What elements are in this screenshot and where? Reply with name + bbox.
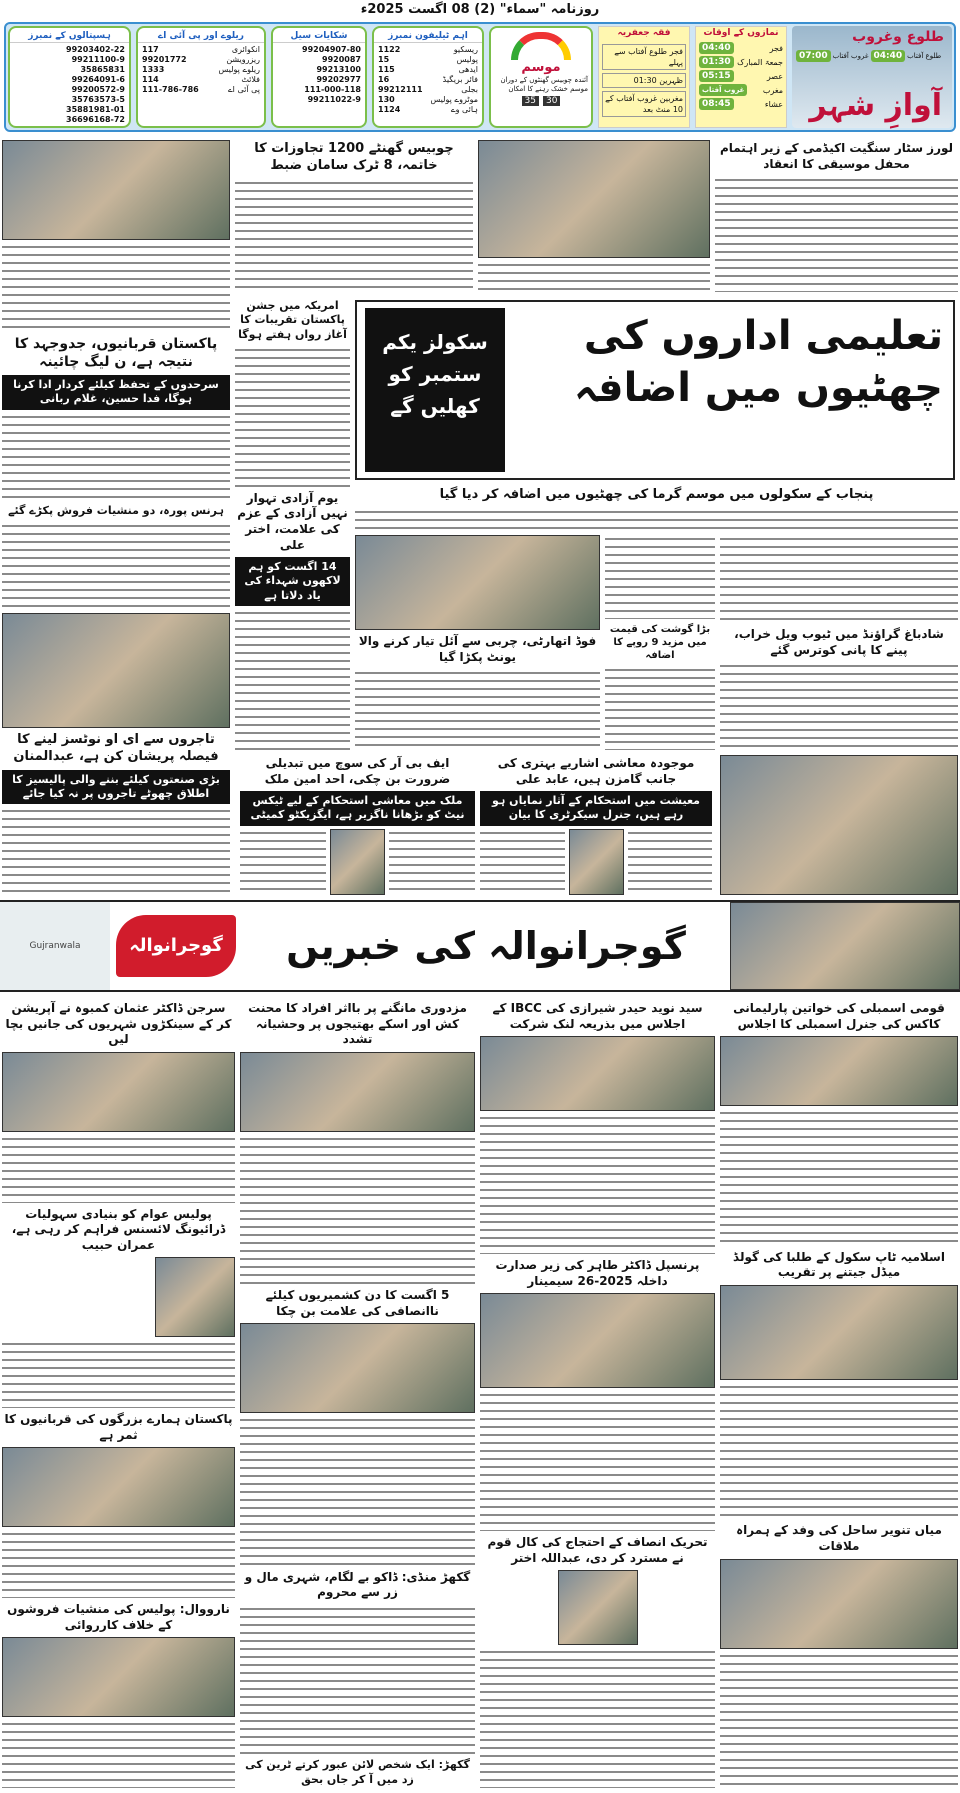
hospital-number: 35881981-01 bbox=[66, 105, 125, 114]
phone-name: ریسکیو bbox=[453, 45, 478, 54]
headline: اسلامیہ ٹاپ سکول کے طلبا کی گولڈ میڈل جیتنے پر تقریب bbox=[733, 1249, 945, 1280]
rail-number: 1333 bbox=[142, 65, 165, 74]
prayer-time: 04:40 bbox=[699, 42, 734, 54]
headline: گکھڑ منڈی: ڈاکو بے لگام، شہری مال و زر سے محروم bbox=[244, 1569, 471, 1600]
phone-name: ایدھی bbox=[458, 65, 478, 74]
article-text bbox=[720, 535, 958, 623]
article-text bbox=[235, 179, 473, 292]
headline: قومی اسمبلی کی خواتین پارلیمانی کاکس کی جنرل اسمبلی کا اجلاس bbox=[733, 1001, 945, 1031]
prayer-time: 01:30 bbox=[699, 56, 734, 68]
subheadline: ملک میں معاشی استحکام کے لیے ٹیکس نیٹ کو بڑھانا ناگزیر ہے، ایگزیکٹو کمیٹی bbox=[240, 791, 475, 826]
bottom-column-1 bbox=[720, 1000, 958, 1788]
article-text bbox=[720, 662, 958, 750]
main-side-headline: سکولز یکم ستمبر کو کھلیں گے bbox=[365, 308, 505, 472]
subheadline: سرحدوں کے تحفظ کیلئے کردار ادا کرنا ہوگا، فدا حسین، غلام ربانی bbox=[2, 375, 230, 410]
news-photo bbox=[2, 140, 230, 240]
fiqh-item: ظہرین 01:30 bbox=[602, 73, 686, 88]
narrow-column bbox=[235, 298, 350, 750]
news-photo bbox=[2, 1447, 235, 1527]
max-temp: 35 bbox=[522, 96, 539, 106]
article-text bbox=[2, 1720, 235, 1788]
hospitals-title: ہسپتالوں کے نمبرز bbox=[10, 30, 129, 43]
rail-name: پی آئی اے bbox=[227, 85, 260, 94]
headline: میاں تنویر ساحل کی وفد کے ہمراہ ملاقات bbox=[736, 1523, 942, 1553]
rail-number: 114 bbox=[142, 75, 159, 84]
hospital-number: 99264091-6 bbox=[71, 75, 125, 84]
article-text bbox=[240, 829, 326, 895]
rail-number: 111-786-786 bbox=[142, 85, 199, 94]
masthead bbox=[4, 22, 956, 132]
city-landmarks-image bbox=[730, 902, 960, 990]
headline: شادباغ گراؤنڈ میں ٹیوب ویل خراب، پینے کا پانی کوترس گئے bbox=[734, 626, 944, 657]
phone-name: ہائی وے bbox=[450, 105, 478, 114]
fbr-story bbox=[240, 755, 475, 895]
sunrise-label: طلوع آفتاب bbox=[907, 52, 942, 60]
prayer-time: 08:45 bbox=[699, 98, 734, 110]
headline: امریکہ میں جشن پاکستان تقریبات کا آغاز رواں ہفتے ہوگا bbox=[238, 299, 347, 341]
weather-box bbox=[489, 26, 593, 128]
headline: چوبیس گھنٹے 1200 تجاوزات کا خاتمہ، 8 ٹرک سامان ضبط bbox=[254, 141, 454, 173]
article-text bbox=[235, 609, 350, 750]
railway-pia bbox=[136, 26, 266, 128]
headline: 5 اگست کا دن کشمیریوں کیلئے ناانصافی کی علامت بن چکا bbox=[265, 1288, 450, 1318]
headline: پولیس عوام کو بنیادی سہولیات ڈرائیونگ لائسنس فراہم کر رہی ہے، عمران حبیب bbox=[11, 1206, 226, 1252]
rail-name: ریزرویشن bbox=[226, 55, 260, 64]
phones-title: اہم ٹیلیفون نمبرز bbox=[374, 30, 482, 43]
headline: پاکستان قربانیوں، جدوجہد کا نتیجہ ہے، ن لیگ چائینہ bbox=[14, 335, 218, 370]
masthead-logo bbox=[792, 26, 952, 128]
main-headline-box bbox=[355, 300, 955, 480]
headline: تحریک انصاف کے احتجاج کی کال قوم نے مسترد کر دی، عبداللہ اختر bbox=[487, 1535, 708, 1565]
prayer-name: مغرب bbox=[762, 85, 783, 95]
fiqh-jafaria bbox=[598, 26, 690, 128]
headline: مزدوری مانگنے پر بااثر افراد کا محنت کش اور اسکے بھتیجوں پر وحشیانہ تشدد bbox=[248, 1001, 467, 1047]
prayer-title: نمازوں کے اوقات bbox=[703, 28, 779, 38]
phone-number: 99212111 bbox=[378, 85, 423, 94]
banner-title: گوجرانوالہ کی خبریں bbox=[286, 924, 686, 968]
article-text bbox=[480, 829, 565, 895]
prayer-name: فجر bbox=[769, 43, 783, 53]
article-text bbox=[720, 1109, 958, 1245]
phone-number: 1124 bbox=[378, 105, 401, 114]
news-photo bbox=[480, 1293, 715, 1388]
news-photo bbox=[355, 535, 600, 630]
music-story bbox=[715, 140, 958, 292]
phone-number: 15 bbox=[378, 55, 390, 64]
news-photo bbox=[478, 140, 710, 258]
min-temp: 30 bbox=[543, 96, 560, 106]
bottom-column-2 bbox=[480, 1000, 715, 1788]
phone-name: پولیس bbox=[456, 55, 478, 64]
hospital-number: 99203402-22 bbox=[66, 45, 125, 54]
fiqh-item: فجر طلوع آفتاب سے پہلے bbox=[602, 44, 686, 70]
rail-title: ریلوے اور پی آئی اے bbox=[138, 30, 264, 43]
article-text bbox=[715, 176, 958, 292]
hospital-number: 99211100-9 bbox=[71, 55, 125, 64]
hospital-number: 99200572-9 bbox=[71, 85, 125, 94]
article-text bbox=[240, 1416, 475, 1565]
article-text bbox=[2, 1530, 235, 1598]
city-news-banner bbox=[0, 900, 960, 992]
subheadline: بڑی صنعتوں کیلئے بننے والی پالیسیز کا اطلاق چھوٹے تاجروں پر نہ کیا جائے bbox=[2, 770, 230, 805]
headline: تاجروں سے ای او نوٹسز لینے کا فیصلہ پریشان کن ہے، عبدالمنان bbox=[13, 732, 219, 764]
rail-name: ریلوے پولیس bbox=[218, 65, 260, 74]
economy-story bbox=[480, 755, 712, 895]
phone-name: فائر بریگیڈ bbox=[442, 75, 478, 84]
article-text bbox=[355, 669, 600, 750]
hospital-number: 35865831 bbox=[80, 65, 125, 74]
article-text bbox=[720, 1652, 958, 1788]
headline: یوم آزادی تہوار نہیں آزادی کے عزم کی علامت، اختر علی bbox=[237, 490, 348, 552]
sunset-label: غروب آفتاب bbox=[832, 52, 869, 60]
headline: گکھڑ: ایک شخص لائن عبور کرتے ٹرین کی زد میں آ کر جاں بحق bbox=[245, 1758, 470, 1786]
news-photo bbox=[2, 1637, 235, 1717]
weather-title: موسم bbox=[521, 60, 561, 75]
person-photo bbox=[155, 1257, 235, 1337]
lead-text: پنجاب کے سکولوں میں موسم گرما کی چھٹیوں میں اضافہ کر دیا گیا bbox=[439, 487, 874, 502]
food-story bbox=[355, 535, 600, 750]
headline: سرجن ڈاکٹر عثمان کمبوہ نے آپریشن کر کے سینکڑوں شہریوں کی جانیں بچا لیں bbox=[5, 1001, 232, 1047]
news-photo bbox=[720, 755, 958, 895]
hospital-numbers bbox=[8, 26, 131, 128]
important-phones bbox=[372, 26, 484, 128]
news-photo bbox=[720, 1559, 958, 1649]
fiqh-item: مغربین غروب آفتاب کے 10 منٹ بعد bbox=[602, 91, 686, 117]
person-photo bbox=[569, 829, 624, 895]
prayer-time: 05:15 bbox=[699, 70, 734, 82]
phone-name: موٹروے پولیس bbox=[430, 95, 478, 104]
article-text bbox=[2, 1340, 235, 1408]
dateline: روزنامہ "سماء" (2) 08 اگست 2025ء bbox=[360, 2, 600, 17]
sunrise-time: 04:40 bbox=[871, 50, 906, 62]
bottom-column-3 bbox=[240, 1000, 475, 1788]
left-column bbox=[2, 140, 230, 895]
photo-story bbox=[478, 140, 710, 292]
prayer-times bbox=[695, 26, 787, 128]
phone-number: 1122 bbox=[378, 45, 401, 54]
complaint-number: 9920087 bbox=[322, 55, 361, 64]
phone-number: 16 bbox=[378, 75, 390, 84]
rail-name: فلائٹ bbox=[241, 75, 260, 84]
news-photo bbox=[240, 1052, 475, 1132]
headline: ایف بی آر کی سوچ میں تبدیلی ضرورت بن چکی، احد امین ملک bbox=[264, 756, 451, 786]
city-logo: گوجرانوالہ bbox=[116, 915, 236, 977]
meat-story bbox=[605, 535, 715, 750]
headline: ہرنس پورہ، دو منشیات فروش پکڑے گئے bbox=[8, 504, 224, 518]
rail-name: انکوائری bbox=[231, 45, 260, 54]
article-text bbox=[240, 1135, 475, 1284]
encroachment-story bbox=[235, 140, 473, 292]
headline: نارووال: پولیس کی منشیات فروشوں کے خلاف کارروائی bbox=[7, 1602, 230, 1632]
news-photo bbox=[480, 1036, 715, 1111]
person-photo bbox=[330, 829, 385, 895]
article-text bbox=[628, 829, 713, 895]
prayer-name: عشاء bbox=[764, 99, 783, 109]
complaint-number: 99204907-80 bbox=[302, 45, 361, 54]
article-text bbox=[355, 508, 958, 530]
headline: فوڈ اتھارٹی، چربی سے آئل تیار کرنے والا یونٹ پکڑا گیا bbox=[358, 634, 597, 664]
story-body bbox=[240, 829, 475, 895]
bottom-column-4 bbox=[2, 1000, 235, 1788]
rail-number: 117 bbox=[142, 45, 159, 54]
prayer-name: جمعۃ المبارک bbox=[737, 57, 783, 67]
fiqh-title: فقہ جعفریہ bbox=[617, 28, 671, 38]
complaints-title: شکایات سیل bbox=[273, 30, 365, 43]
subheadline: 14 اگست کو ہم لاکھوں شہداء کی یاد دلاتا ہے bbox=[235, 557, 350, 606]
headline: پاکستان ہمارے بزرگوں کی قربانیوں کا ثمر ہے bbox=[4, 1412, 233, 1442]
complaint-number: 111-000-118 bbox=[304, 85, 361, 94]
complaint-number: 99213100 bbox=[316, 65, 361, 74]
article-text bbox=[720, 1383, 958, 1519]
article-text bbox=[2, 243, 230, 331]
complaints-cell bbox=[271, 26, 367, 128]
rail-number: 99201772 bbox=[142, 55, 187, 64]
article-text bbox=[240, 1605, 475, 1754]
main-headline: تعلیمی اداروں کی چھٹیوں میں اضافہ bbox=[573, 313, 943, 411]
headline: سید نوید حیدر شیرازی کی IBCC کے اجلاس میں بذریعہ لنک شرکت bbox=[492, 1001, 703, 1031]
article-text bbox=[480, 1391, 715, 1531]
sunset-time: 07:00 bbox=[796, 50, 831, 62]
newspaper-name: آوازِ شہر bbox=[809, 88, 942, 123]
article-text bbox=[389, 829, 475, 895]
weather-text: آئندہ چوبیس گھنٹوں کے دوران موسم خشک رہنے کا امکان bbox=[500, 76, 588, 93]
sun-times bbox=[796, 50, 948, 62]
news-photo bbox=[2, 1052, 235, 1132]
phone-number: 115 bbox=[378, 65, 395, 74]
person-photo bbox=[558, 1570, 638, 1645]
headline: پرنسپل ڈاکٹر طاہر کی زیر صدارت داخلہ 2025-26 سیمینار bbox=[495, 1258, 700, 1288]
story-body bbox=[480, 829, 712, 895]
article-text bbox=[2, 1135, 235, 1203]
article-text bbox=[2, 522, 230, 610]
phone-name: بجلی bbox=[461, 85, 478, 94]
article-text bbox=[2, 413, 230, 501]
complaint-number: 99202977 bbox=[316, 75, 361, 84]
rainbow-icon bbox=[511, 32, 571, 60]
article-text bbox=[2, 807, 230, 895]
shadbagh-story bbox=[720, 535, 958, 750]
news-photo bbox=[720, 1036, 958, 1106]
subheadline: معیشت میں استحکام کے آثار نمایاں ہو رہے ہیں، جنرل سیکرٹری کا بیان bbox=[480, 791, 712, 826]
article-text bbox=[480, 1648, 715, 1788]
hospital-number: 36696168-72 bbox=[66, 115, 125, 124]
prayer-name: عصر bbox=[766, 71, 783, 81]
article-text bbox=[605, 666, 715, 750]
person-photos bbox=[240, 1323, 475, 1413]
article-text bbox=[480, 1114, 715, 1254]
phone-number: 130 bbox=[378, 95, 395, 104]
sun-title: طلوع وغروب bbox=[852, 29, 944, 45]
city-map: Gujranwala bbox=[0, 902, 110, 990]
lead-block bbox=[355, 486, 958, 530]
headline: موجودہ معاشی اشاریے بہتری کی جانب گامزن ہیں، عابد علی bbox=[497, 756, 695, 786]
article-text bbox=[235, 346, 350, 487]
news-photo bbox=[720, 1285, 958, 1380]
news-photo bbox=[2, 613, 230, 728]
prayer-time: غروب آفتاب bbox=[699, 84, 747, 96]
complaint-number: 99211022-9 bbox=[307, 95, 361, 104]
article-text bbox=[478, 261, 710, 292]
headline: لورز سٹار سنگیت اکیڈمی کے زیر اہتمام محفل موسیقی کا انعقاد bbox=[719, 141, 954, 171]
hospital-number: 35763573-5 bbox=[71, 95, 125, 104]
article-text bbox=[605, 535, 715, 619]
headline: بڑا گوشت کی قیمت میں مزید 9 روپے کا اضافہ bbox=[609, 624, 711, 661]
